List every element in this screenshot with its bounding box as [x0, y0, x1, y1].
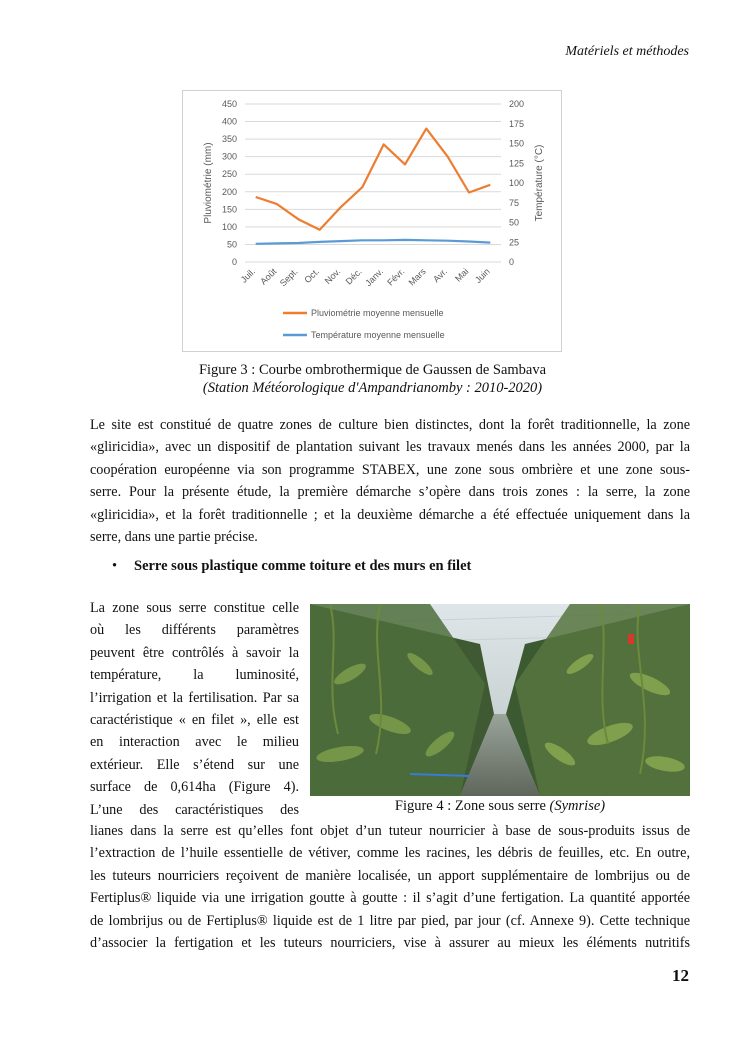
- bullet-marker: •: [112, 558, 118, 574]
- paragraph-line: caractéristique « en filet », elle est: [90, 711, 299, 728]
- figure4-caption-text: Figure 4 : Zone sous serre: [394, 798, 550, 814]
- x-tick-label: Août: [258, 266, 279, 287]
- page-number: 12: [672, 966, 689, 985]
- y-tick-label: 350: [221, 134, 237, 145]
- x-tick-label: Juin: [472, 266, 492, 286]
- y-tick-label: 150: [221, 204, 237, 215]
- y2-axis-title: Température (°C): [534, 144, 545, 222]
- series-line: [256, 129, 491, 230]
- y-tick-label: 200: [221, 186, 237, 197]
- x-tick-label: Févr.: [385, 266, 407, 288]
- paragraph-line: extérieur. Elle s’étend sur une: [90, 756, 299, 773]
- greenhouse-photo: [310, 604, 690, 796]
- x-tick-label: Déc.: [343, 266, 364, 287]
- bullet-text: Serre sous plastique comme toiture et des murs en filet: [134, 558, 472, 574]
- paragraph-line: de lombrijus ou de Fertiplus® liquide est de 1 litre par pied, par jour (cf. Annexe 9). Cette technique: [90, 912, 690, 929]
- figure4-credit: (Symrise): [549, 798, 606, 814]
- legend-label: Pluviométrie moyenne mensuelle: [311, 308, 444, 318]
- series-line: [256, 240, 491, 244]
- y2-tick-label: 25: [509, 237, 520, 248]
- x-tick-label: Mars: [406, 266, 428, 288]
- y-tick-label: 50: [226, 239, 237, 250]
- paragraph-line: température, la luminosité,: [90, 667, 299, 684]
- paragraph-line: surface de 0,614ha (Figure 4).: [90, 779, 299, 796]
- figure3-source: (Station Météorologique d'Ampandrianomby : 2010-2020): [202, 380, 543, 396]
- y-tick-label: 0: [231, 257, 237, 267]
- paragraph-line: lianes dans la serre est qu’elles font objet d’un tuteur nourricier à base de sous-produits issus de: [90, 823, 690, 839]
- y2-tick-label: 75: [509, 197, 520, 208]
- paragraph-line: l’irrigation et la fertilisation. Par sa: [90, 689, 299, 706]
- x-tick-label: Oct.: [302, 266, 322, 286]
- paragraph-line: La zone sous serre constitue celle: [90, 600, 299, 616]
- chart-canvas: [183, 91, 561, 351]
- y2-tick-label: 200: [509, 99, 525, 109]
- figure4-caption: [310, 798, 690, 815]
- x-tick-label: Nov.: [322, 266, 343, 287]
- paragraph-2: [90, 820, 690, 954]
- ombrothermic-chart: [182, 90, 562, 352]
- section-header: Matériels et méthodes: [565, 44, 689, 59]
- y-tick-label: 400: [221, 116, 237, 127]
- y-tick-label: 250: [221, 169, 237, 180]
- x-tick-label: Sept.: [277, 266, 300, 289]
- paragraph-line: d’associer la fertigation et les tuteurs nourriciers, vise à assurer au mieux les éléments nutritifs: [90, 934, 690, 951]
- y2-tick-label: 175: [509, 118, 525, 129]
- y2-tick-label: 100: [509, 178, 525, 188]
- x-tick-label: Avr.: [431, 266, 450, 285]
- y-tick-label: 100: [221, 221, 237, 232]
- wrapped-text-column: [90, 597, 299, 821]
- y-tick-label: 300: [221, 151, 237, 162]
- paragraph-line: les tuteurs nourriciers reçoivent de manière localisée, un apport supplémentaire de lombrijus ou de: [90, 867, 690, 884]
- y2-tick-label: 150: [509, 138, 525, 149]
- paragraph-line: en interaction avec le milieu: [90, 734, 299, 751]
- paragraph-line: peuvent être contrôlés à savoir la: [90, 644, 299, 661]
- paragraph-line: serre. Pour la présente étude, la première démarche s’opère dans trois zones : la serre, la zone: [90, 484, 690, 501]
- x-tick-label: Janv.: [363, 266, 386, 289]
- greenhouse-photo-illustration: [310, 604, 690, 796]
- paragraph-line: Le site est constitué de quatre zones de culture bien distinctes, dont la forêt traditionnelle, la zone: [90, 417, 690, 433]
- legend-label: Température moyenne mensuelle: [311, 330, 445, 340]
- y2-tick-label: 125: [509, 158, 525, 169]
- x-tick-label: Mai: [453, 266, 471, 284]
- y-axis-title: Pluviométrie (mm): [203, 142, 214, 224]
- paragraph-line: «gliricidia», avec un dispositif de plantation suivant les travaux menés dans les années 2000, par la: [90, 439, 690, 456]
- paragraph-line: «gliricidia», et la forêt traditionnelle ; et la deuxième démarche a été effectuée uniquement dans la: [90, 506, 690, 523]
- paragraph-line: Fertiplus® liquide via une irrigation goutte à goutte : il s’agit d’une fertigation. La quantité apportée: [90, 890, 690, 907]
- paragraph-line: L’une des caractéristiques des: [90, 801, 299, 818]
- paragraph-line: où les différents paramètres: [90, 622, 299, 639]
- paragraph-line: coopération européenne via son programme STABEX, une zone sous ombrière et une zone sous-: [90, 461, 690, 478]
- paragraph-1: [90, 414, 690, 548]
- y-tick-label: 450: [221, 99, 237, 109]
- x-tick-label: Juil.: [238, 266, 258, 285]
- y2-tick-label: 50: [509, 217, 520, 228]
- paragraph-line: serre, dans une partie précise.: [90, 528, 258, 545]
- paragraph-line: l’extraction de l’huile essentielle de vétiver, comme les racines, les débris de feuilles, etc. En outre,: [90, 845, 690, 862]
- y2-tick-label: 0: [509, 257, 515, 267]
- figure3-caption: Figure 3 : Courbe ombrothermique de Gaussen de Sambava: [198, 362, 547, 378]
